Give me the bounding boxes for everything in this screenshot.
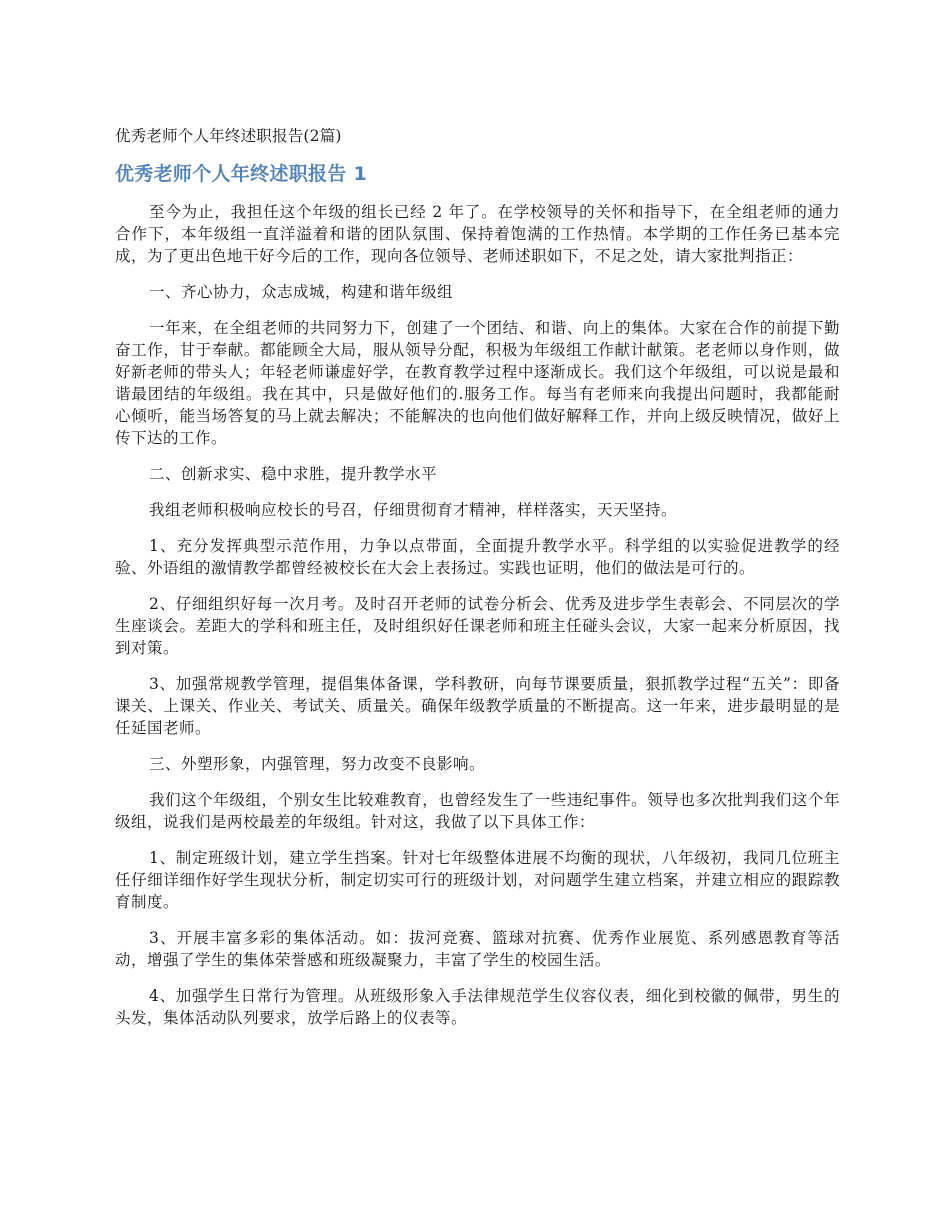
paragraph: 我组老师积极响应校长的号召，仔细贯彻育才精神，样样落实，天天坚持。: [149, 501, 678, 519]
paragraph: 1、制定班级计划，建立学生挡案。针对七年级整体进展不均衡的现状，八年级初，我同几位班主任仔细详细作好学生现状分析，制定切实可行的班级计划，对问题学生建立档案，并建立相应的跟踪教育制度。: [115, 849, 840, 911]
paragraph: 2、仔细组织好每一次月考。及时召开老师的试卷分析会、优秀及进步学生表彰会、不同层次的学生座谈会。差距大的学科和班主任，及时组织好任课老师和班主任碰头会议，大家一起来分析原因，找到对策。: [115, 595, 840, 657]
paragraph: 我们这个年级组，个别女生比较难教育，也曾经发生了一些违纪事件。领导也多次批判我们这个年级组，说我们是两校最差的年级组。针对这，我做了以下具体工作：: [115, 791, 840, 831]
paragraph: 3、开展丰富多彩的集体活动。如：拔河竞赛、篮球对抗赛、优秀作业展览、系列感恩教育等活动，增强了学生的集体荣誉感和班级凝聚力，丰富了学生的校园生活。: [115, 929, 840, 969]
subheading-1: 一、齐心协力，众志成城，构建和谐年级组: [149, 283, 454, 301]
subheading-3: 三、外塑形象，内强管理，努力改变不良影响。: [149, 755, 486, 773]
document-title: 优秀老师个人年终述职报告(2篇): [115, 127, 342, 145]
document-page: [115, 124, 840, 1043]
paragraph-intro: 至今为止，我担任这个年级的组长已经 2 年了。在学校领导的关怀和指导下，在全组老师的通力合作下，本年级组一直洋溢着和谐的团队氛围、保持着饱满的工作热情。本学期的工作任务已基本完成，为了更出色地干好今后的工作，现向各位领导、老师述职如下，不足之处，请大家批判指正：: [115, 203, 840, 265]
paragraph: 3、加强常规教学管理，提倡集体备课，学科教研，向每节课要质量，狠抓教学过程“五关”：即备课关、上课关、作业关、考试关、质量关。确保年级教学质量的不断提高。这一年来，进步最明显的是任延国老师。: [115, 675, 840, 737]
section-heading: 优秀老师个人年终述职报告 1: [115, 163, 368, 185]
paragraph: 4、加强学生日常行为管理。从班级形象入手法律规范学生仪容仪表，细化到校徽的佩带，男生的头发，集体活动队列要求，放学后路上的仪表等。: [115, 987, 840, 1027]
paragraph: 1、充分发挥典型示范作用，力争以点带面，全面提升教学水平。科学组的以实验促进教学的经验、外语组的激情教学都曾经被校长在大会上表扬过。实践也证明，他们的做法是可行的。: [115, 537, 840, 577]
subheading-2: 二、创新求实、稳中求胜，提升教学水平: [149, 465, 438, 483]
paragraph: 一年来，在全组老师的共同努力下，创建了一个团结、和谐、向上的集体。大家在合作的前提下勤奋工作，甘于奉献。都能顾全大局，服从领导分配，积极为年级组工作献计献策。老老师以身作则，做好新老师的带头人；年轻老师谦虚好学，在教育教学过程中逐渐成长。我们这个年级组，可以说是最和谐最团结的年级组。我在其中，只是做好他们的.服务工作。每当有老师来向我提出问题时，我都能耐心倾听，能当场答复的马上就去解决；不能解决的也向他们做好解释工作，并向上级反映情况，做好上传下达的工作。: [115, 319, 840, 447]
